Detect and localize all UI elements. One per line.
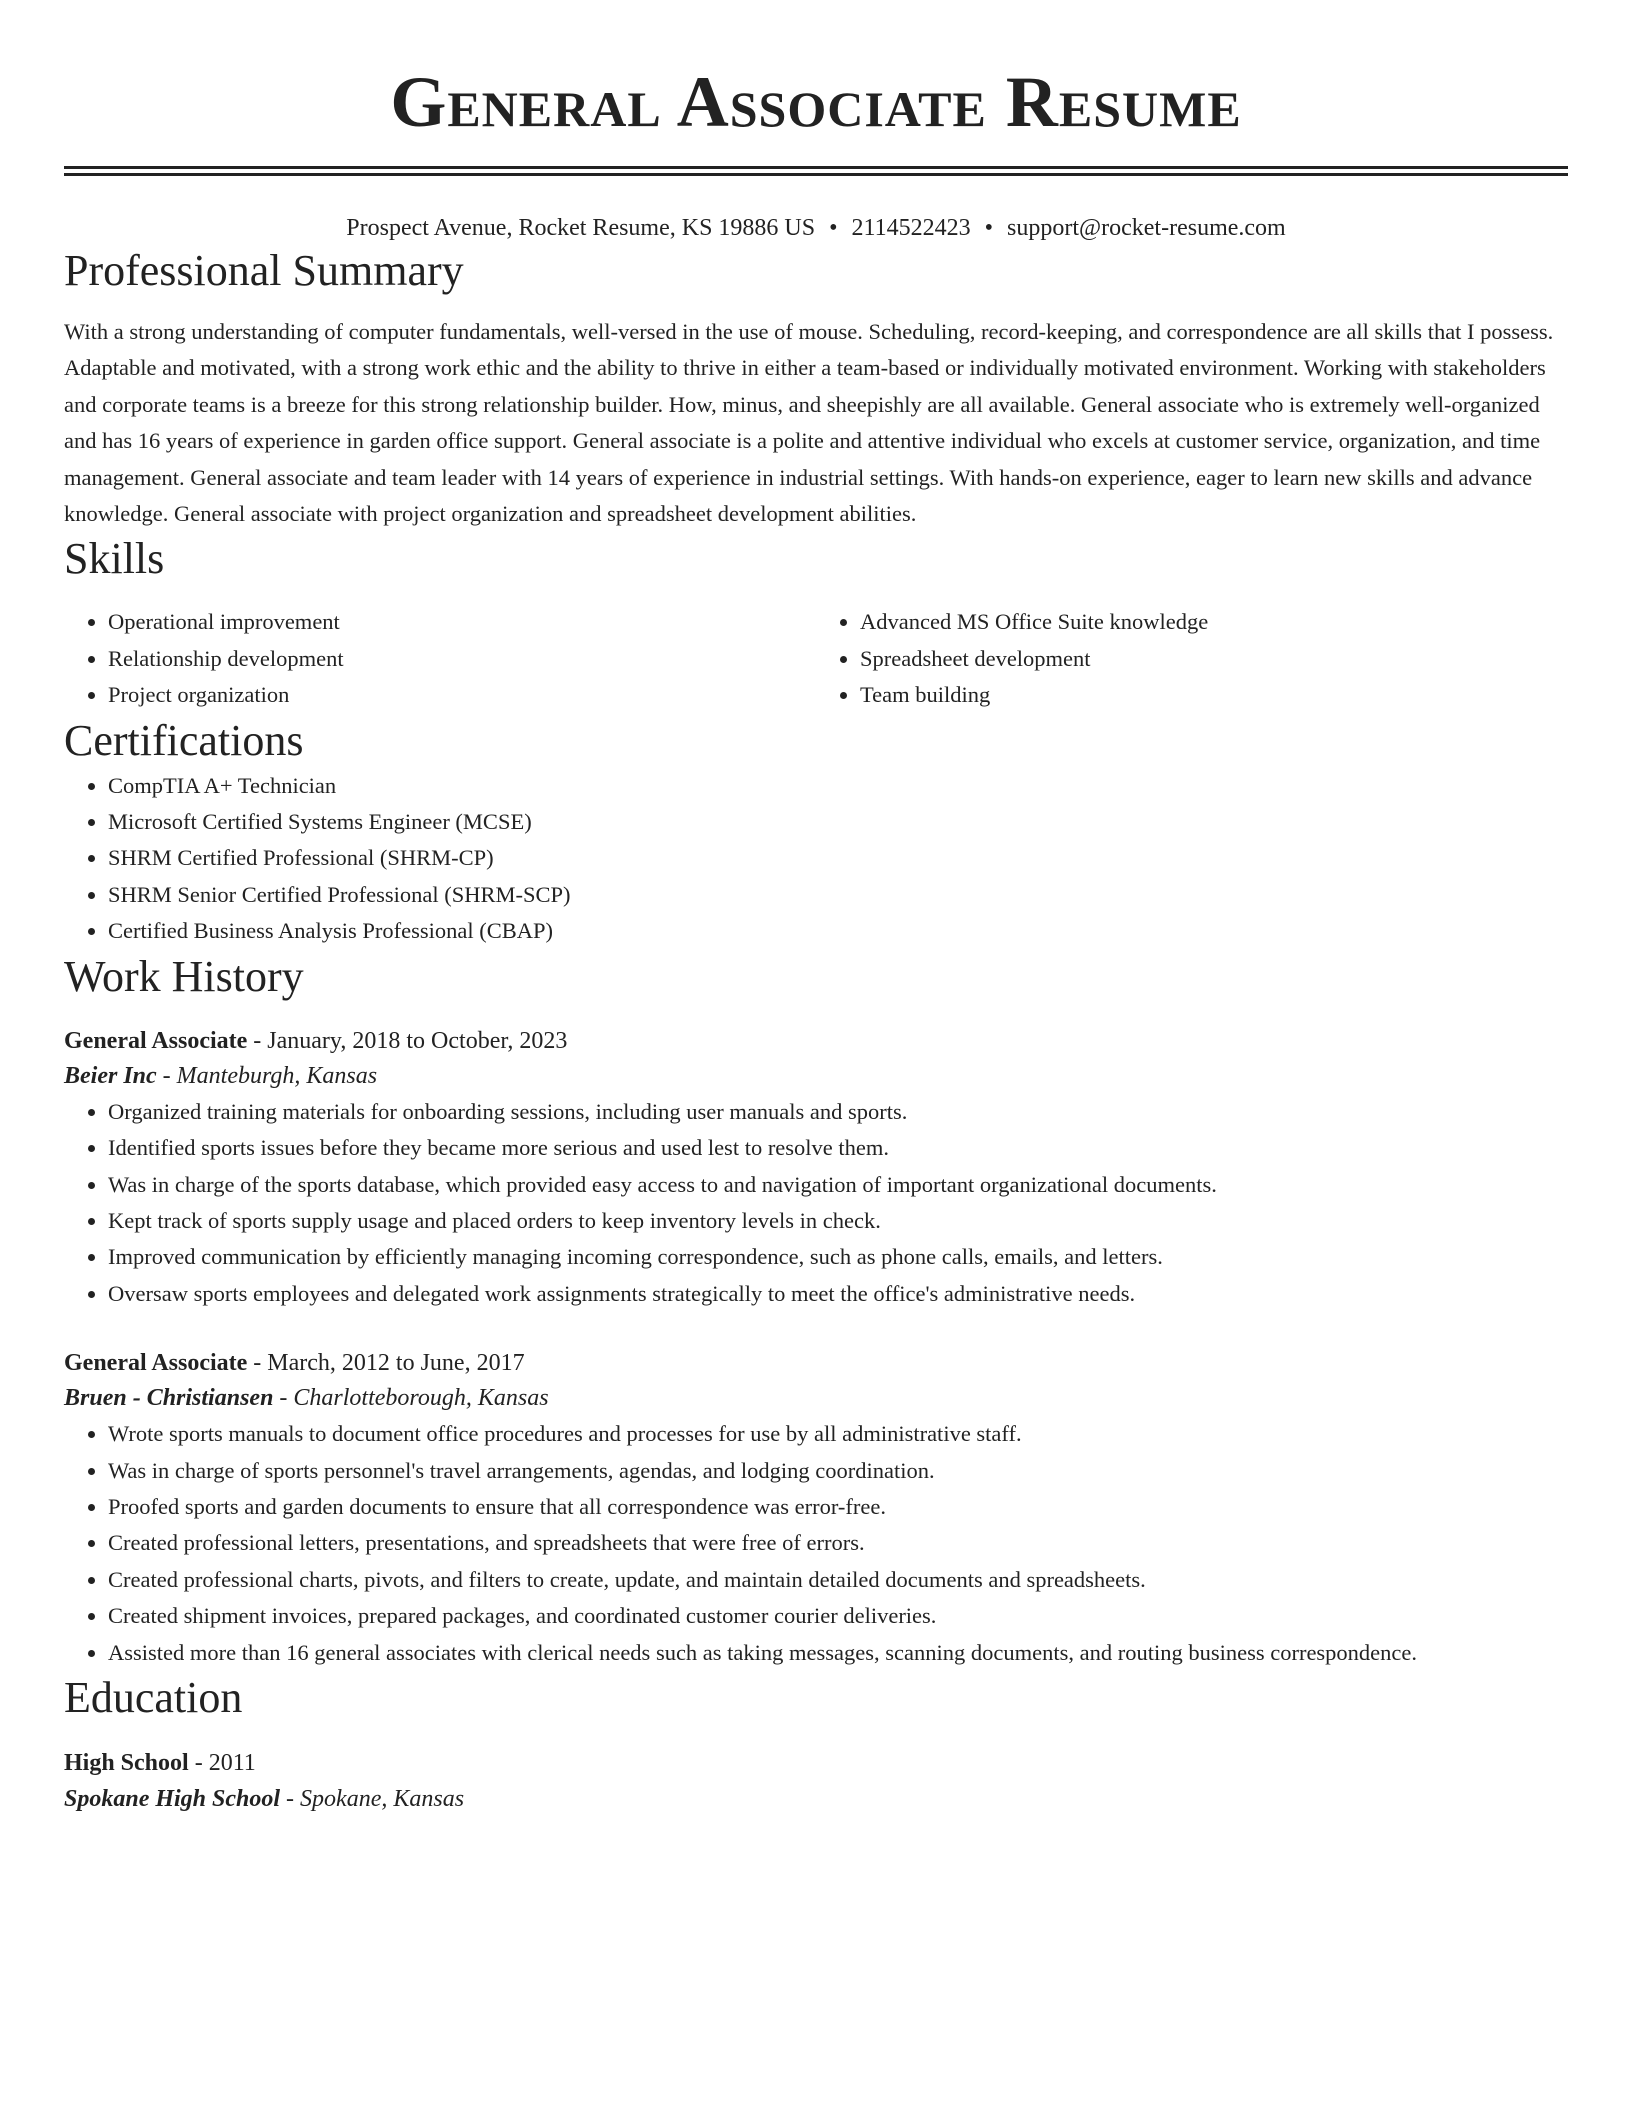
skill-item: • Relationship development xyxy=(108,641,816,677)
education-school-line xyxy=(64,1781,1568,1817)
job-duty-item: • Created shipment invoices, prepared packages, and coordinated customer courier deliveries. xyxy=(108,1598,1568,1634)
title-divider xyxy=(64,166,1568,176)
skill-item: • Spreadsheet development xyxy=(860,641,1568,677)
job-duty-item: • Proofed sports and garden documents to ensure that all correspondence was error-free. xyxy=(108,1489,1568,1525)
contact-address: Prospect Avenue, Rocket Resume, KS 19886 US xyxy=(346,215,816,241)
job-title-line xyxy=(64,1346,1568,1380)
job-company-line xyxy=(64,1058,1568,1094)
work-history-heading: Work History xyxy=(64,951,304,1001)
certification-item: • SHRM Certified Professional (SHRM-CP) xyxy=(108,840,1568,876)
skill-item: • Project organization xyxy=(108,677,816,713)
job-duty-item: • Improved communication by efficiently managing incoming correspondence, such as phone calls, emails, and letters. xyxy=(108,1239,1568,1275)
skill-item: • Operational improvement xyxy=(108,604,816,640)
resume-title: General Associate Resume xyxy=(390,62,1242,142)
certifications-heading: Certifications xyxy=(64,715,304,765)
contact-separator: • xyxy=(984,215,994,241)
job-duty-item: • Was in charge of the sports database, which provided easy access to and navigation of important organizational documents. xyxy=(108,1167,1568,1203)
job-duty-item: • Oversaw sports employees and delegated work assignments strategically to meet the office's administrative needs. xyxy=(108,1276,1568,1312)
contact-line xyxy=(64,212,1568,244)
skills-list-left xyxy=(64,604,816,713)
education-location: - Spokane, Kansas xyxy=(280,1785,465,1812)
certification-item: • SHRM Senior Certified Professional (SHRM-SCP) xyxy=(108,877,1568,913)
education-degree-line xyxy=(64,1745,1568,1781)
job-duty-item: • Identified sports issues before they became more serious and used lest to resolve them. xyxy=(108,1130,1568,1166)
skill-item: • Team building xyxy=(860,677,1568,713)
job-duty-item: • Kept track of sports supply usage and placed orders to keep inventory levels in check. xyxy=(108,1203,1568,1239)
job-duty-item: • Organized training materials for onboarding sessions, including user manuals and sports. xyxy=(108,1094,1568,1130)
certification-item: • CompTIA A+ Technician xyxy=(108,768,1568,804)
skills-list-right xyxy=(816,604,1568,713)
job-duties-list xyxy=(64,1094,1568,1312)
education-degree: High School xyxy=(64,1749,189,1776)
skill-item: • Advanced MS Office Suite knowledge xyxy=(860,604,1568,640)
contact-email: support@rocket-resume.com xyxy=(1007,215,1286,241)
job-duty-item: • Wrote sports manuals to document office procedures and processes for use by all administrative staff. xyxy=(108,1416,1568,1452)
job-dates: - January, 2018 to October, 2023 xyxy=(247,1027,568,1054)
job-dates: - March, 2012 to June, 2017 xyxy=(247,1350,525,1377)
job-title: General Associate xyxy=(64,1350,248,1377)
contact-separator: • xyxy=(829,215,838,241)
summary-heading: Professional Summary xyxy=(64,246,464,295)
contact-phone: 2114522423 xyxy=(851,215,971,241)
education-school: Spokane High School xyxy=(64,1785,281,1812)
skills-heading: Skills xyxy=(64,534,165,584)
job-title: General Associate xyxy=(64,1027,248,1054)
education-heading: Education xyxy=(64,1672,243,1722)
job-entry-2 xyxy=(64,1346,1568,1671)
education-year: - 2011 xyxy=(188,1749,256,1776)
job-company-line xyxy=(64,1380,1568,1416)
certifications-list xyxy=(64,768,1568,950)
job-location: - Manteburgh, Kansas xyxy=(156,1062,378,1089)
job-company: Beier Inc xyxy=(64,1062,157,1089)
job-company: Bruen - Christiansen xyxy=(64,1385,274,1412)
job-location: - Charlotteborough, Kansas xyxy=(273,1385,549,1412)
job-duty-item: • Created professional charts, pivots, and filters to create, update, and maintain detailed documents and spreadsheets. xyxy=(108,1562,1568,1598)
skills-grid xyxy=(64,604,1568,713)
job-entry-1 xyxy=(64,1024,1568,1312)
job-duties-list xyxy=(64,1416,1568,1671)
job-duty-item: • Assisted more than 16 general associates with clerical needs such as taking messages, scanning documents, and routing business correspondence. xyxy=(108,1635,1568,1671)
job-duty-item: • Created professional letters, presentations, and spreadsheets that were free of errors. xyxy=(108,1525,1568,1561)
certification-item: • Microsoft Certified Systems Engineer (MCSE) xyxy=(108,804,1568,840)
summary-text: With a strong understanding of computer fundamentals, well-versed in the use of mouse. Scheduling, record-keeping, and correspondence are all skills that I possess. Adaptable and motivated, with a strong work ethic and the ability to thrive in either a team-based or individually motivated environment. Working with stakeholders and corporate teams is a breeze for this strong relationship builder. How, minus, and sheepishly are all available. General associate who is extremely well-organized and has 16 years of experience in garden office support. General associate is a polite and attentive individual who excels at customer service, organization, and time management. General associate and team leader with 14 years of experience in industrial settings. With hands-on experience, eager to learn new skills and advance knowledge. General associate with project organization and spreadsheet development abilities. xyxy=(64,319,1554,527)
certification-item: • Certified Business Analysis Professional (CBAP) xyxy=(108,913,1568,949)
job-duty-item: • Was in charge of sports personnel's travel arrangements, agendas, and lodging coordination. xyxy=(108,1453,1568,1489)
job-title-line xyxy=(64,1024,1568,1058)
